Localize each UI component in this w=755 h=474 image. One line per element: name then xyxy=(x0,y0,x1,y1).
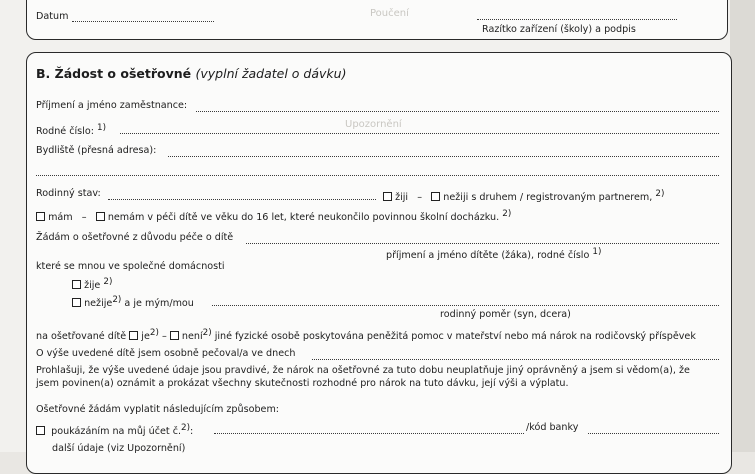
is-label: je xyxy=(141,331,150,343)
alive-label: žiji xyxy=(395,192,409,204)
request-label: Žádám o ošetřovné z důvodu péče o dítě xyxy=(36,232,234,243)
alive-checkbox[interactable] xyxy=(383,192,392,201)
section-b-title xyxy=(36,66,346,81)
relation-field[interactable] xyxy=(212,305,719,306)
declaration-line-2: jsem povinen(a) oznámit a prokázat všechny skutečnosti rozhodné pro nárok na tuto dávku, její výši a výplatu. xyxy=(36,378,569,389)
child-caption-text: příjmení a jméno dítěte (žáka), rodné číslo xyxy=(386,250,590,262)
household-label: které se mnou ve společné domácnosti xyxy=(36,261,225,272)
lives-option xyxy=(72,276,112,292)
ghost-upozorneni: Upozornění xyxy=(345,119,402,130)
bank-code-label: /kód banky xyxy=(526,422,579,433)
is-not-sup: 2) xyxy=(202,328,212,338)
marital-label: Rodinný stav: xyxy=(36,188,101,199)
have-sup: 2) xyxy=(502,209,512,219)
date-label: Datum xyxy=(36,11,69,22)
benefit-label-b: jiné fyzické osobě poskytována peněžitá pomoc v mateřství nebo má nárok na rodičovský příspěvek xyxy=(214,331,696,343)
payment-account-colon: : xyxy=(190,426,194,438)
payment-account-label: poukázáním na můj účet č. xyxy=(51,426,182,438)
declaration-line-1: Prohlašuji, že výše uvedené údaje jsou pravdivé, že nárok na ošetřovné za tuto dobu neuplatňuje jiný oprávněný a jsem si vědom(a), že xyxy=(36,365,690,376)
care-child-options: mám – nemám v péči dítě ve věku do 16 let, které neukončilo povinnou školní docházku. $^{2)}$ xyxy=(36,208,511,224)
not-lives-option xyxy=(72,294,194,310)
section-b-heading: B. Žádost o ošetřovné xyxy=(36,66,192,81)
bank-code-field[interactable] xyxy=(588,433,719,434)
dash: – xyxy=(161,331,167,343)
benefit-line xyxy=(36,327,696,343)
section-b-subtitle: (vyplní žadatel o dávku) xyxy=(195,66,347,81)
birth-number-sup: 1) xyxy=(97,123,107,133)
not-living-checkbox[interactable] xyxy=(431,192,440,201)
is-checkbox[interactable] xyxy=(129,331,138,340)
more-info-label: další údaje (viz Upozornění) xyxy=(52,443,186,454)
benefit-label-a: na ošetřované dítě xyxy=(36,331,127,343)
is-not-checkbox[interactable] xyxy=(170,331,179,340)
address-field[interactable] xyxy=(168,156,719,157)
birth-number-field[interactable] xyxy=(120,133,719,134)
not-lives-checkbox[interactable] xyxy=(72,298,81,307)
stamp-line[interactable] xyxy=(477,19,677,20)
lives-label: žije xyxy=(84,280,101,292)
is-sup: 2) xyxy=(149,328,159,338)
birth-number-text: Rodné číslo: xyxy=(36,126,94,138)
child-caption-sup: 1) xyxy=(592,247,602,257)
not-lives-rest: a je mým/mou xyxy=(124,298,194,310)
date-field[interactable] xyxy=(72,21,214,22)
is-not-label: není xyxy=(181,331,203,343)
marital-field[interactable] xyxy=(108,199,376,200)
address-label: Bydliště (přesná adresa): xyxy=(36,145,157,156)
child-caption xyxy=(386,246,601,262)
relation-caption: rodinný poměr (syn, dcera) xyxy=(440,309,571,320)
stamp-label: Razítko zařízení (školy) a podpis xyxy=(482,24,636,35)
payment-account-option xyxy=(36,422,193,438)
have-label: mám xyxy=(48,212,73,224)
payment-label: Ošetřovné žádám vyplatit následujícím způsobem: xyxy=(36,404,280,415)
payment-account-checkbox[interactable] xyxy=(36,426,45,435)
dont-have-label: nemám v péči dítě ve věku do 16 let, které neukončilo povinnou školní docházku. xyxy=(107,212,500,224)
page-edge xyxy=(730,0,755,452)
have-checkbox[interactable] xyxy=(36,212,45,221)
marital-options: žiji – nežiji s druhem / registrovaným partnerem, $^{2)}$ xyxy=(383,188,664,204)
not-living-sup: 2) xyxy=(655,189,665,199)
employee-name-label: Příjmení a jméno zaměstnance: xyxy=(36,100,188,111)
ghost-pouceni: Poučení xyxy=(370,8,409,19)
not-lives-sup: 2) xyxy=(112,295,122,305)
address-field-2[interactable] xyxy=(36,175,719,176)
child-field[interactable] xyxy=(246,243,719,244)
care-days-field[interactable] xyxy=(312,359,719,360)
not-living-label: nežiji s druhem / registrovaným partnerem, xyxy=(443,192,653,204)
payment-account-sup: 2) xyxy=(181,423,191,433)
birth-number-label xyxy=(36,122,106,138)
not-lives-label: nežije xyxy=(84,298,113,310)
lives-sup: 2) xyxy=(103,277,113,287)
care-days-label: O výše uvedené dítě jsem osobně pečoval/a ve dnech xyxy=(36,348,296,359)
lives-checkbox[interactable] xyxy=(72,280,81,289)
account-number-field[interactable] xyxy=(214,433,524,434)
employee-name-field[interactable] xyxy=(196,111,719,112)
dont-have-checkbox[interactable] xyxy=(96,212,105,221)
